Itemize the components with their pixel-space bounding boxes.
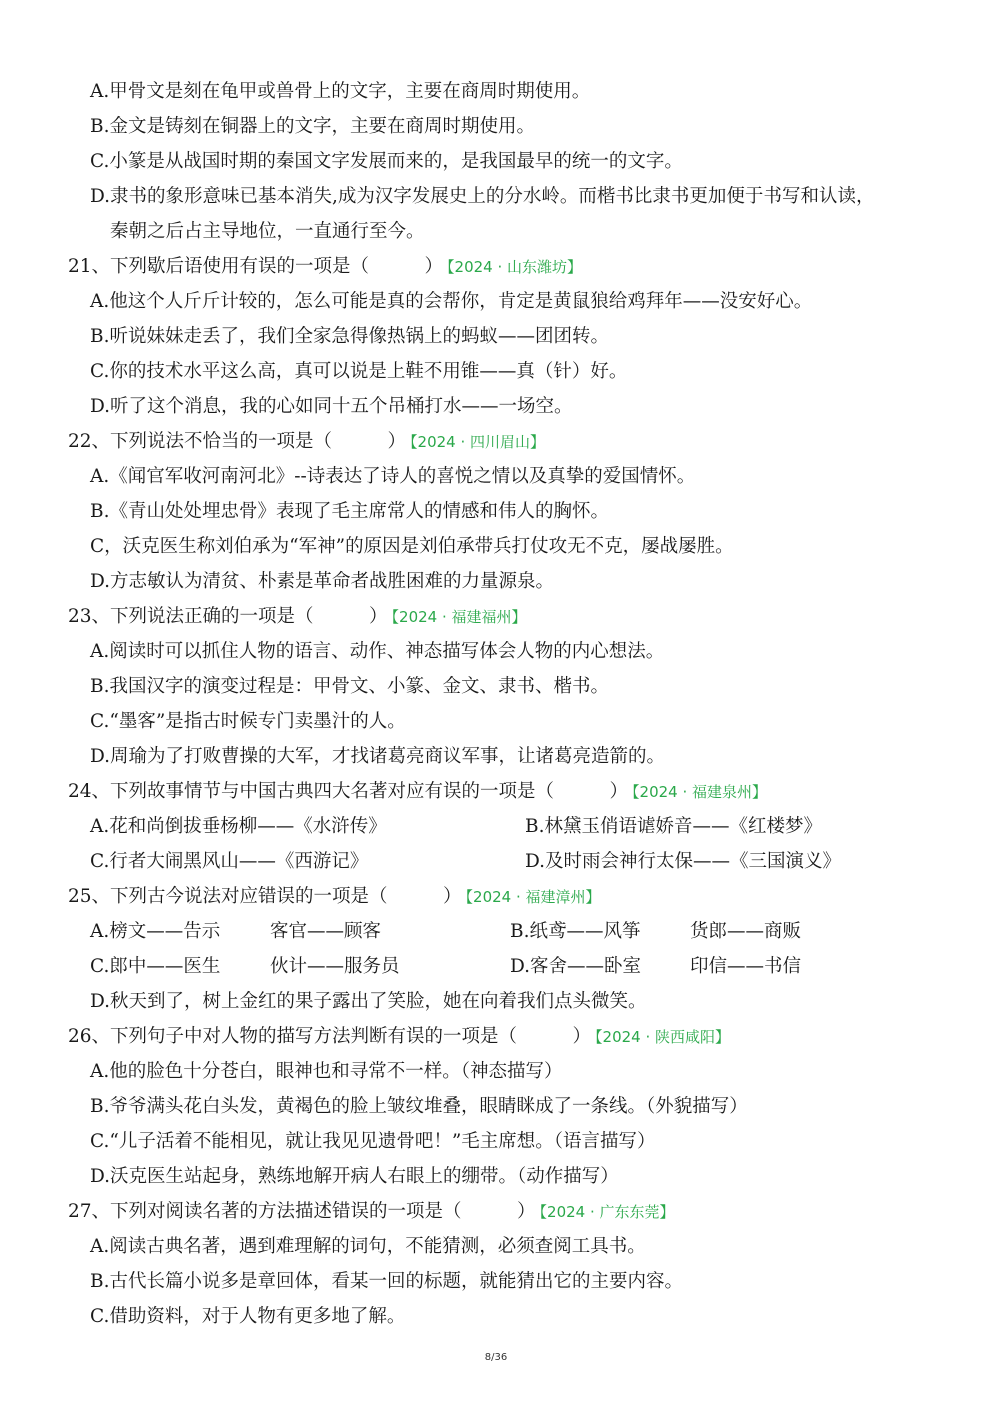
option-a: A.他的脸色十分苍白，眼神也和寻常不一样。（神态描写） [90, 1061, 563, 1082]
option-b: B.听说妹妹走丢了，我们全家急得像热锅上的蚂蚁——团团转。 [90, 326, 609, 347]
option-a: A.榜文——告示 [90, 921, 221, 942]
question-stem: 24、下列故事情节与中国古典四大名著对应有误的一项是（ ） [68, 781, 629, 802]
question-25 [68, 881, 601, 913]
option-a: A.花和尚倒拔垂杨柳——《水浒传》 [90, 816, 387, 837]
source-tag: 【2024 · 福建漳州】 [465, 888, 601, 906]
question-24 [68, 776, 767, 808]
option-b: B.古代长篇小说多是章回体，看某一回的标题，就能猜出它的主要内容。 [90, 1271, 683, 1292]
option-a: A.阅读古典名著，遇到难理解的词句，不能猜测，必须查阅工具书。 [90, 1236, 646, 1257]
option-b: B.金文是铸刻在铜器上的文字，主要在商周时期使用。 [90, 116, 535, 137]
question-stem: 22、下列说法不恰当的一项是（ ） [68, 431, 407, 452]
source-tag: 【2024 · 福建福州】 [391, 608, 527, 626]
option-d: D.客舍——卧室 [510, 956, 642, 977]
source-tag: 【2024 · 福建泉州】 [632, 783, 768, 801]
option-a: A.他这个人斤斤计较的，怎么可能是真的会帮你，肯定是黄鼠狼给鸡拜年——没安好心。 [90, 291, 813, 312]
option-c-pair: 伙计——服务员 [270, 956, 400, 977]
question-stem: 26、下列句子中对人物的描写方法判断有误的一项是（ ） [68, 1026, 592, 1047]
option-b: B.爷爷满头花白头发，黄褐色的脸上皱纹堆叠，眼睛眯成了一条线。（外貌描写） [90, 1096, 748, 1117]
option-c: C.郎中——医生 [90, 956, 221, 977]
option-d: D.方志敏认为清贫、朴素是革命者战胜困难的力量源泉。 [90, 571, 555, 592]
option-extra: D.秋天到了，树上金红的果子露出了笑脸，她在向着我们点头微笑。 [90, 991, 647, 1012]
option-a: A.阅读时可以抓住人物的语言、动作、神态描写体会人物的内心想法。 [90, 641, 665, 662]
question-26 [68, 1021, 730, 1053]
option-d-pair: 印信——书信 [690, 956, 802, 977]
option-a-pair: 客官——顾客 [270, 921, 382, 942]
option-c: C.“儿子活着不能相见，就让我见见遗骨吧！”毛主席想。（语言描写） [90, 1131, 656, 1152]
option-b: B.我国汉字的演变过程是：甲骨文、小篆、金文、隶书、楷书。 [90, 676, 609, 697]
question-21 [68, 251, 582, 283]
option-d: D.沃克医生站起身，熟练地解开病人右眼上的绷带。（动作描写） [90, 1166, 619, 1187]
question-23 [68, 601, 527, 633]
question-stem: 21、下列歇后语使用有误的一项是（ ） [68, 256, 444, 277]
option-d-continuation: 秦朝之后占主导地位，一直通行至今。 [110, 221, 425, 242]
option-b: B.林黛玉俏语谑娇音——《红楼梦》 [525, 816, 822, 837]
page-number: 8/36 [484, 1352, 508, 1363]
option-a: A.《闻官军收河南河北》--诗表达了诗人的喜悦之情以及真挚的爱国情怀。 [90, 466, 696, 487]
question-27 [68, 1196, 675, 1228]
option-b: B.纸鸢——风筝 [510, 921, 641, 942]
question-stem: 25、下列古今说法对应错误的一项是（ ） [68, 886, 462, 907]
option-c: C.“墨客”是指古时候专门卖墨汁的人。 [90, 711, 406, 732]
option-d: D.及时雨会神行太保——《三国演义》 [525, 851, 842, 872]
option-c: C.借助资料，对于人物有更多地了解。 [90, 1306, 406, 1327]
source-tag: 【2024 · 山东潍坊】 [447, 258, 583, 276]
question-stem: 23、下列说法正确的一项是（ ） [68, 606, 388, 627]
option-d: D.听了这个消息，我的心如同十五个吊桶打水——一场空。 [90, 396, 573, 417]
option-c: C.行者大闹黑风山——《西游记》 [90, 851, 369, 872]
option-d: D.周瑜为了打败曹操的大军，才找诸葛亮商议军事，让诸葛亮造箭的。 [90, 746, 666, 767]
option-c: C，沃克医生称刘伯承为“军神”的原因是刘伯承带兵打仗攻无不克，屡战屡胜。 [90, 536, 734, 557]
source-tag: 【2024 · 陕西咸阳】 [595, 1028, 731, 1046]
option-c: C.小篆是从战国时期的秦国文字发展而来的，是我国最早的统一的文字。 [90, 151, 683, 172]
option-b: B.《青山处处埋忠骨》表现了毛主席常人的情感和伟人的胸怀。 [90, 501, 609, 522]
option-b-pair: 货郎——商贩 [690, 921, 802, 942]
option-c: C.你的技术水平这么高，真可以说是上鞋不用锥——真（针）好。 [90, 361, 628, 382]
question-22 [68, 426, 545, 458]
source-tag: 【2024 · 四川眉山】 [410, 433, 546, 451]
option-d: D.隶书的象形意味已基本消失,成为汉字发展史上的分水岭。而楷书比隶书更加便于书写和认读， [90, 186, 875, 207]
option-a: A.甲骨文是刻在龟甲或兽骨上的文字，主要在商周时期使用。 [90, 81, 591, 102]
question-stem: 27、下列对阅读名著的方法描述错误的一项是（ ） [68, 1201, 536, 1222]
source-tag: 【2024 · 广东东莞】 [539, 1203, 675, 1221]
